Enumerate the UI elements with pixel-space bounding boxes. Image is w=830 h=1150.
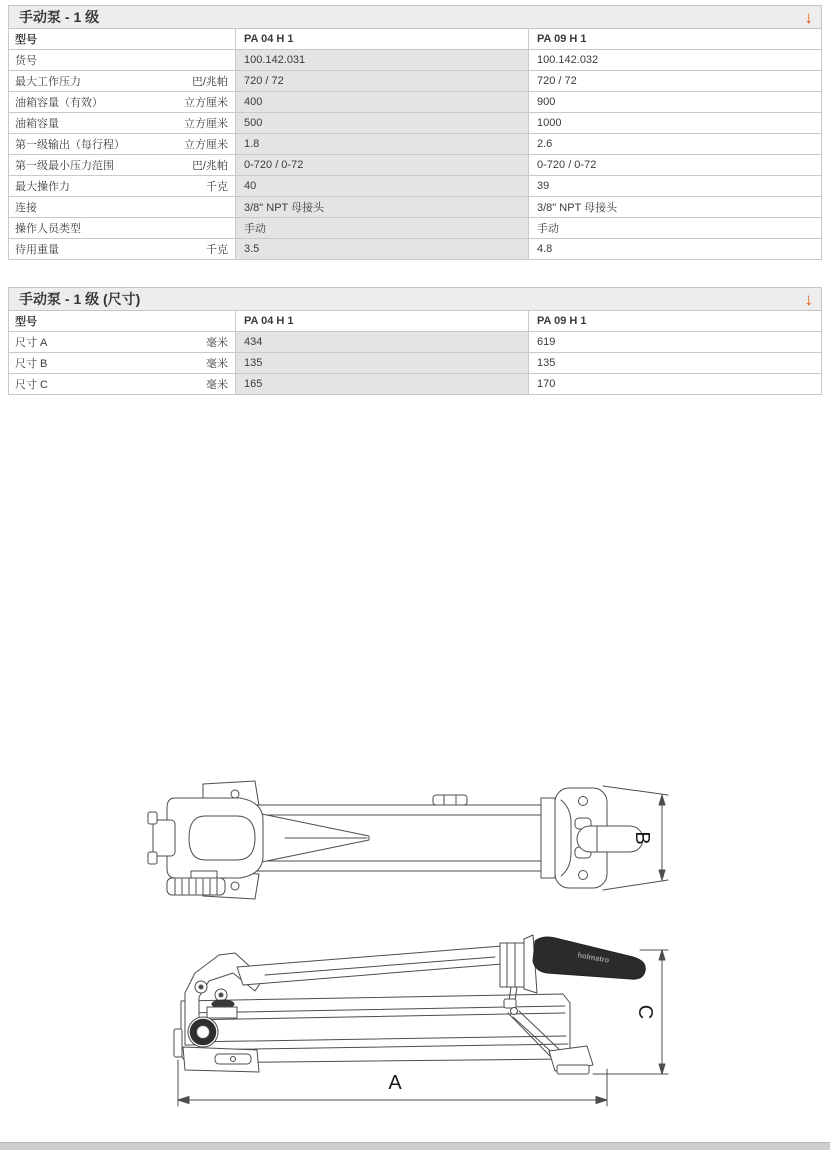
dimension-a-label: A	[388, 1072, 402, 1094]
value-cell: 619	[537, 336, 556, 348]
section-header	[8, 287, 822, 311]
table-row	[9, 155, 821, 176]
row-unit: 立方厘米	[184, 139, 228, 151]
row-label-cell	[9, 134, 236, 154]
value-cell: 170	[537, 378, 556, 390]
row-label: 最大工作压力	[15, 76, 81, 88]
row-unit: 巴/兆帕	[191, 160, 228, 172]
table-row	[9, 71, 821, 92]
value-cell: 40	[236, 176, 529, 196]
row-label: 待用重量	[15, 244, 59, 256]
value-cell: 1000	[537, 117, 562, 129]
value-cell: 900	[537, 96, 556, 108]
value-cell: 3/8" NPT 母接头	[236, 197, 529, 217]
value-cell: 720 / 72	[537, 75, 577, 87]
value-cell: 434	[236, 332, 529, 352]
table-row	[9, 197, 821, 218]
row-label-cell	[9, 176, 236, 196]
row-label-cell	[9, 197, 236, 217]
down-arrow-icon[interactable]: ↓	[804, 7, 813, 27]
row-label-cell	[9, 113, 236, 133]
row-label: 最大操作力	[15, 181, 70, 193]
row-label: 尺寸 B	[15, 358, 48, 370]
row-label: 货号	[15, 55, 37, 67]
table-header-row	[9, 311, 821, 332]
row-label-cell	[9, 92, 236, 112]
row-unit: 千克	[206, 244, 228, 256]
row-label: 第一级输出（每行程）	[15, 139, 125, 151]
pump-side-view-drawing	[145, 933, 705, 1118]
row-label-cell	[9, 50, 236, 70]
table-row	[9, 332, 821, 353]
table-row	[9, 218, 821, 239]
row-label: 油箱容量	[15, 118, 59, 130]
value-cell: 手动	[537, 223, 559, 235]
dimension-b-label: B	[631, 831, 653, 845]
row-label-cell	[9, 239, 236, 259]
table-row	[9, 239, 821, 260]
model-header-cell	[9, 29, 236, 49]
row-unit: 立方厘米	[184, 97, 228, 109]
value-cell: 500	[236, 113, 529, 133]
value-cell: 39	[537, 180, 550, 192]
row-label-cell	[9, 332, 236, 352]
row-label: 尺寸 A	[15, 337, 48, 349]
row-label-cell	[9, 353, 236, 373]
table-row	[9, 176, 821, 197]
row-label: 第一级最小压力范围	[15, 160, 114, 172]
model-name-cell: PA 04 H 1	[236, 311, 529, 331]
row-unit: 毫米	[206, 358, 228, 370]
value-cell: 0-720 / 0-72	[537, 159, 597, 171]
value-cell: 100.142.032	[537, 54, 599, 66]
section-dimensions	[8, 287, 822, 395]
row-label-cell	[9, 155, 236, 175]
row-unit: 毫米	[206, 337, 228, 349]
row-label: 连接	[15, 202, 37, 214]
spec-table	[8, 29, 822, 260]
dimension-c-label: C	[634, 1004, 656, 1020]
row-label-cell	[9, 374, 236, 394]
spec-content	[8, 5, 822, 395]
value-cell: 100.142.031	[236, 50, 529, 70]
row-label-cell	[9, 218, 236, 238]
row-label: 尺寸 C	[15, 379, 48, 391]
section-header	[8, 5, 822, 29]
row-unit: 毫米	[206, 379, 228, 391]
value-cell: 720 / 72	[236, 71, 529, 91]
row-unit: 立方厘米	[184, 118, 228, 130]
spec-table	[8, 311, 822, 395]
table-row	[9, 374, 821, 395]
section-title: 手动泵 - 1 级	[19, 9, 100, 25]
value-cell: 165	[236, 374, 529, 394]
value-cell: 2.6	[537, 138, 553, 150]
pump-handle-side-view	[237, 946, 502, 985]
section-title: 手动泵 - 1 级 (尺寸)	[19, 291, 141, 307]
value-cell: 135	[537, 357, 556, 369]
value-cell: 135	[236, 353, 529, 373]
filler-cap	[433, 795, 467, 805]
table-row	[9, 92, 821, 113]
row-label: 油箱容量（有效）	[15, 97, 103, 109]
model-name-cell: PA 04 H 1	[236, 29, 529, 49]
value-cell: 0-720 / 0-72	[236, 155, 529, 175]
brand-label: holmatro	[576, 950, 611, 965]
row-label: 操作人员类型	[15, 223, 81, 235]
table-header-row	[9, 29, 821, 50]
model-header-label: 型号	[15, 34, 37, 46]
value-cell: 3.5	[236, 239, 529, 259]
pump-top-view-drawing	[145, 768, 705, 918]
value-cell: 3/8" NPT 母接头	[537, 202, 618, 214]
row-unit: 巴/兆帕	[191, 76, 228, 88]
down-arrow-icon[interactable]: ↓	[804, 289, 813, 309]
value-cell: 手动	[236, 218, 529, 238]
table-row	[9, 113, 821, 134]
model-header-label: 型号	[15, 316, 37, 328]
model-header-cell	[9, 311, 236, 331]
section-specs	[8, 5, 822, 260]
value-cell: 400	[236, 92, 529, 112]
row-unit: 千克	[206, 181, 228, 193]
value-cell: 4.8	[537, 243, 553, 255]
model-name-cell: PA 09 H 1	[529, 29, 821, 49]
table-row	[9, 134, 821, 155]
table-row	[9, 353, 821, 374]
row-label-cell	[9, 71, 236, 91]
page-bottom-divider	[0, 1142, 830, 1150]
table-row	[9, 50, 821, 71]
model-name-cell: PA 09 H 1	[529, 311, 821, 331]
value-cell: 1.8	[236, 134, 529, 154]
